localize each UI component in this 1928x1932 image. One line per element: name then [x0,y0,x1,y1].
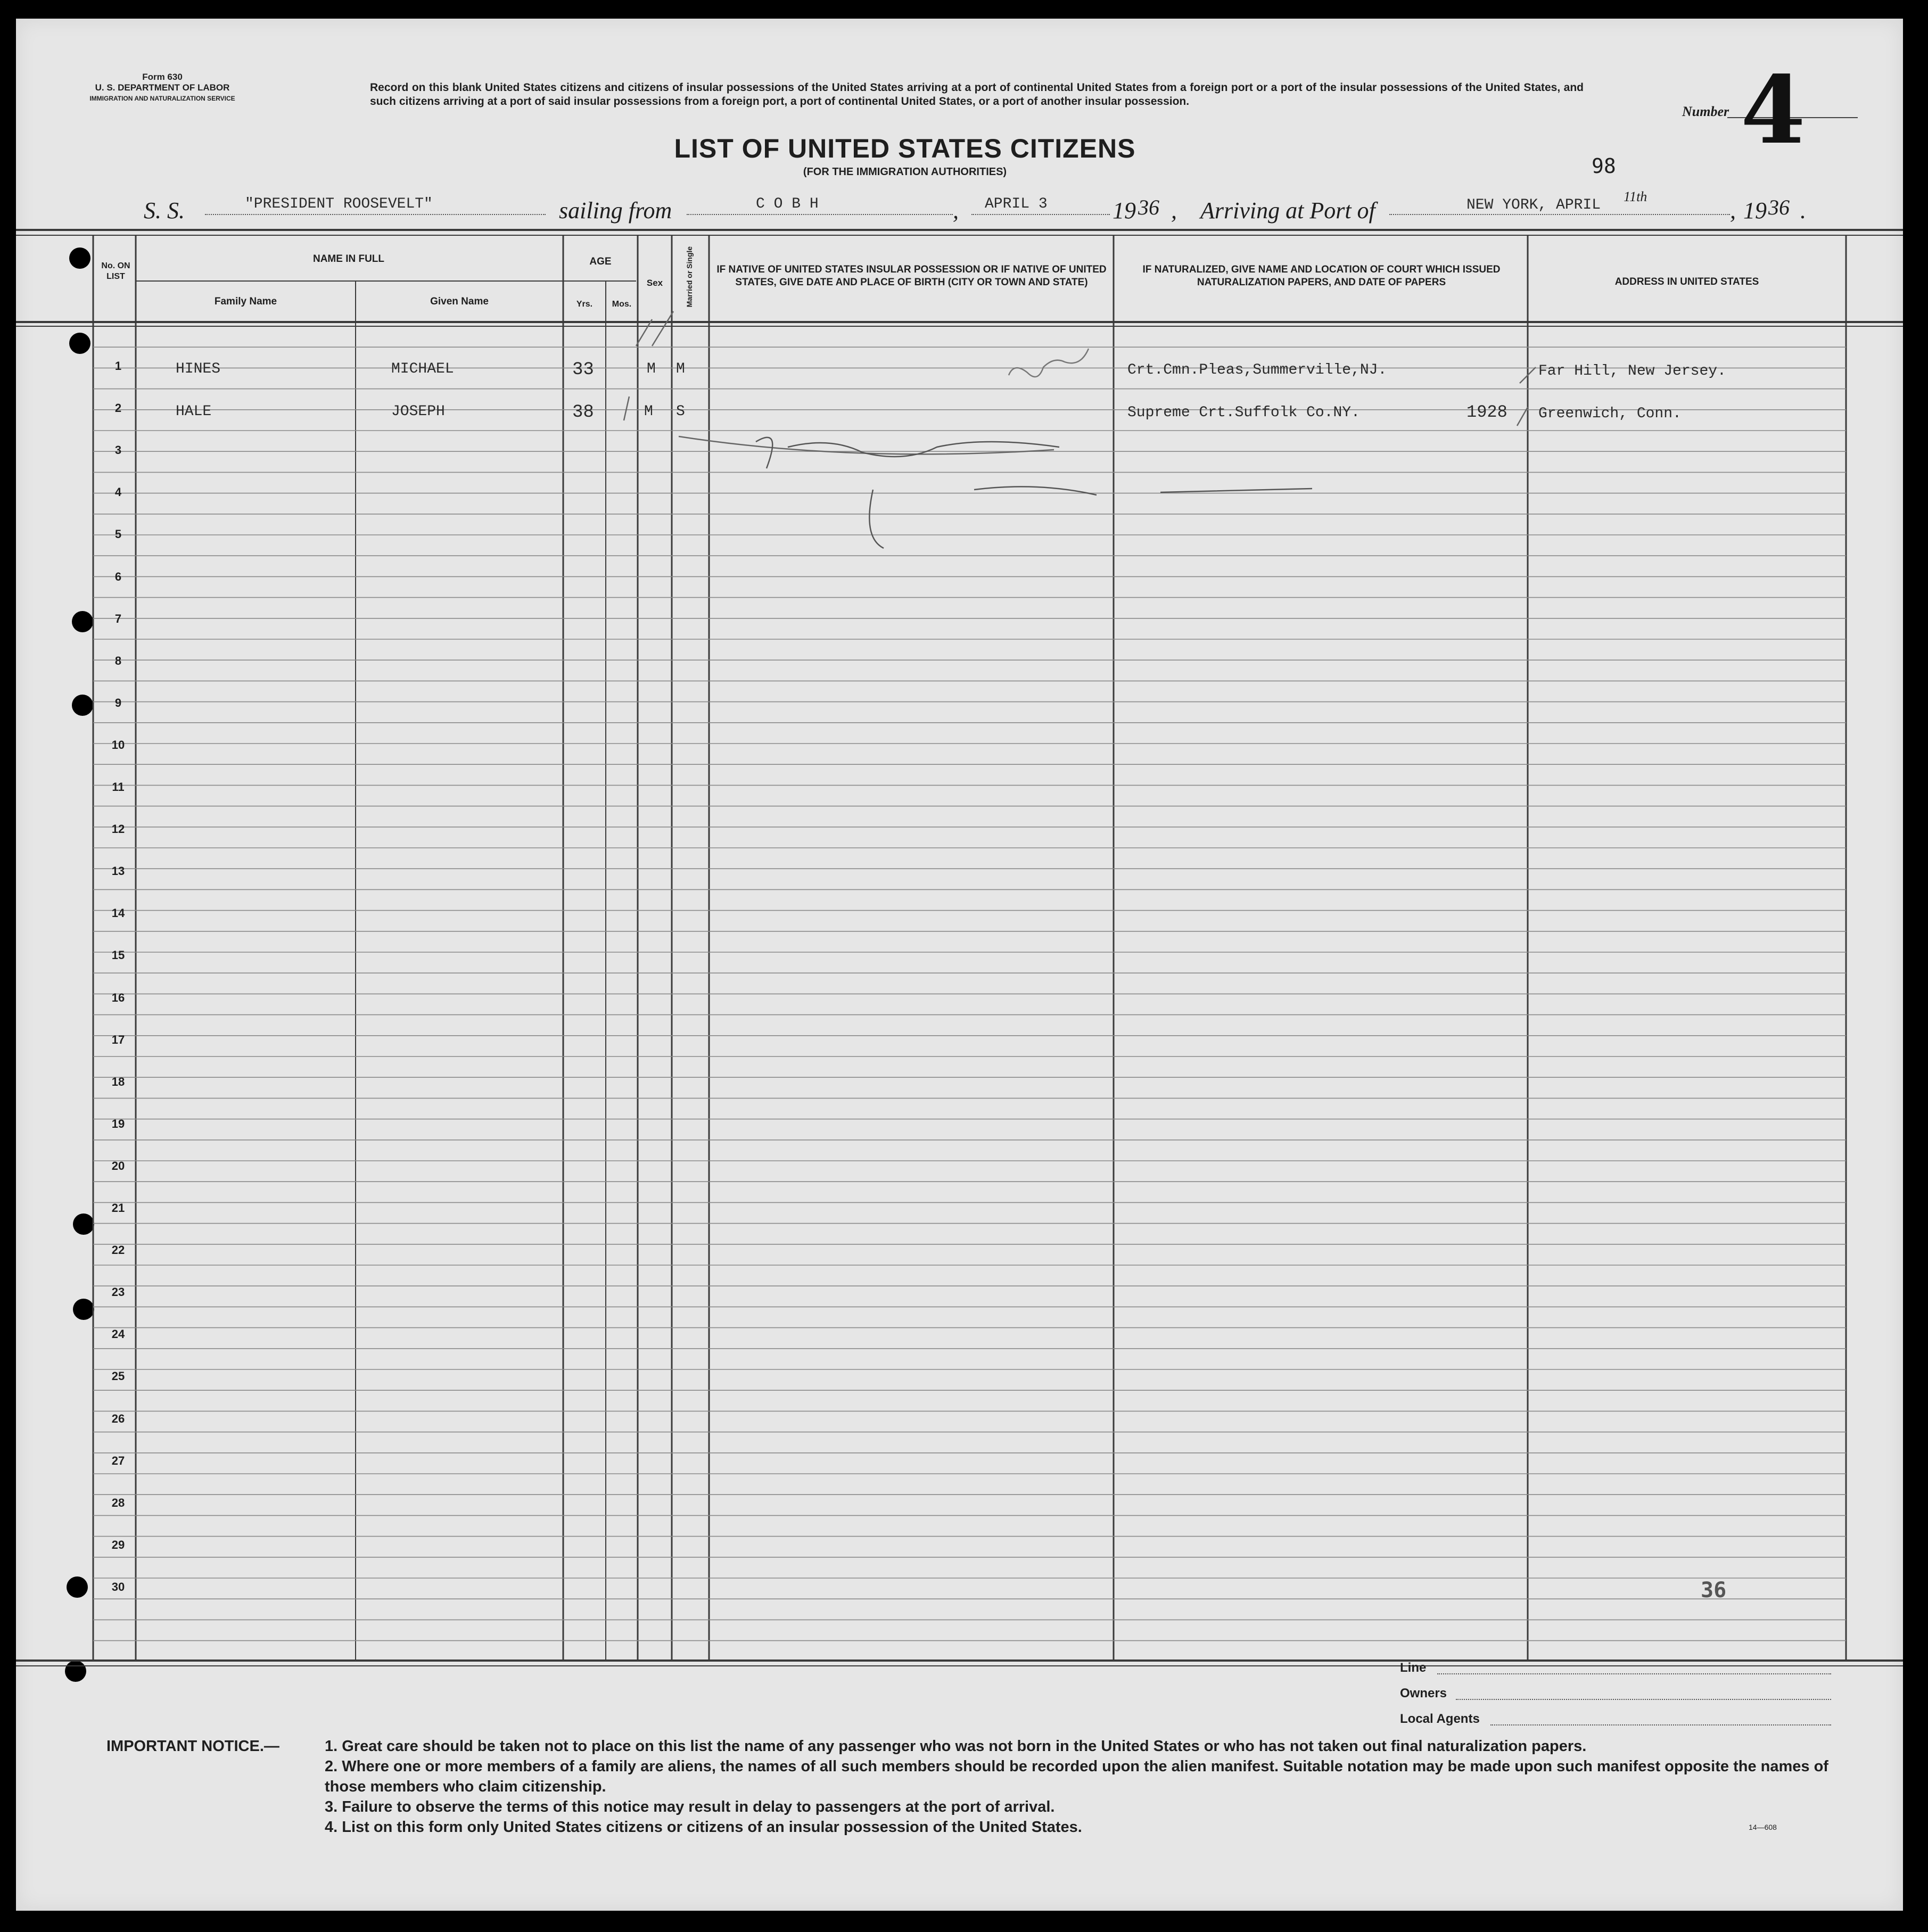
date-from: APRIL 3 [985,196,1048,212]
row-number: 26 [111,1411,125,1425]
row2-age-yrs: 38 [572,402,594,423]
department-name: U. S. DEPARTMENT OF LABOR [95,82,230,93]
row2-sex: M [644,403,653,420]
header-age: AGE [589,256,612,267]
row-number: 17 [111,1033,125,1046]
comma-mark: , [1171,197,1177,224]
document-subtitle: (FOR THE IMMIGRATION AUTHORITIES) [803,166,1007,178]
row-number: 16 [111,990,125,1004]
row-number: 25 [111,1369,125,1383]
row2-given-name: JOSEPH [391,403,445,420]
local-agents-label: Local Agents [1400,1712,1480,1726]
row-number: 14 [111,906,125,920]
row-number: 21 [111,1201,125,1215]
notice-item-2: 2. Where one or more members of a family are aliens, the names of all such members should be recorded upon the alien manifest. Suitable notation may be made upon such manifest opposite the names of those members who claim citizenship. [325,1758,1828,1795]
sailing-label: sailing from [559,197,672,224]
service-name: IMMIGRATION AND NATURALIZATION SERVICE [89,95,235,102]
row1-family-name: HINES [176,361,221,377]
notice-heading: IMPORTANT NOTICE.— [106,1738,279,1755]
year-prefix-2: 19 [1743,197,1767,224]
header-family-name: Family Name [214,296,277,307]
row-number: 28 [111,1496,125,1509]
row-number: 1 [114,359,122,373]
stamp-number: 36 [1701,1578,1727,1603]
comma-mark: , [1730,197,1736,224]
port-to: NEW YORK, APRIL [1466,197,1601,213]
record-instructions: Record on this blank United States citizens and citizens of insular possessions of the United States arriving at a port of continental United States from a foreign port or a port of the insular possessions of the United States, and such citizens arriving at a port of said insular possessions from a foreign port, a port of continental United States, or a port of another insular possession. [370,81,1584,108]
row1-given-name: MICHAEL [391,361,454,377]
header-native: IF NATIVE OF UNITED STATES INSULAR POSSESSION OR IF NATIVE OF UNITED STATES, GIVE DATE AND PLACE OF BIRTH (CITY OR TOWN AND STATE) [716,264,1107,288]
header-name-in-full: NAME IN FULL [312,253,385,265]
ship-name: "PRESIDENT ROOSEVELT" [245,196,433,212]
header-address: ADDRESS IN UNITED STATES [1614,276,1759,287]
row2-court-year: 1928 [1466,402,1507,422]
document-title: LIST OF UNITED STATES CITIZENS [674,134,1136,163]
row-number: 20 [111,1159,125,1173]
row1-sex: M [647,361,656,377]
arriving-label: Arriving at Port of [1200,197,1375,224]
row-number: 15 [111,948,125,962]
day-to: 11th [1624,189,1647,204]
year-prefix: 19 [1113,197,1136,224]
local-agents-field [1490,1724,1831,1725]
row-number: 8 [114,654,122,667]
row-number: 6 [114,569,122,583]
row-number: 10 [111,738,125,752]
owners-field [1456,1699,1831,1700]
row-number: 7 [114,612,122,625]
row1-court: Crt.Cmn.Pleas,Summerville,NJ. [1127,362,1387,378]
header-sex: Sex [646,278,663,288]
notice-item-4: 4. List on this form only United States citizens or citizens of an insular possession of the United States. [325,1819,1082,1836]
line-label: Line [1400,1661,1427,1675]
row1-age-yrs: 33 [572,360,594,380]
number-label: Number [1682,104,1729,119]
row-number: 4 [114,485,122,499]
row-number: 22 [111,1243,125,1257]
comma-mark: , [953,197,959,224]
row-number: 12 [111,822,125,836]
row-number: 24 [111,1327,125,1341]
notice-item-1: 1. Great care should be taken not to place on this list the name of any passenger who was not born in the United States or who has not taken out final naturalization papers. [325,1738,1587,1755]
row-number: 29 [111,1538,125,1551]
header-yrs: Yrs. [576,300,593,309]
header-married-single: Married or Single [685,246,694,308]
row-number: 5 [114,527,122,541]
row-number: 3 [114,443,122,457]
row-number: 13 [111,864,125,878]
year-from: 36 [1138,195,1159,219]
header-mos: Mos. [612,300,632,309]
row-number: 19 [111,1117,125,1130]
year-to: 36 [1768,195,1790,219]
notice-item-3: 3. Failure to observe the terms of this notice may result in delay to passengers at the port of arrival. [325,1798,1055,1815]
line-field [1437,1673,1831,1674]
port-from: C O B H [756,196,819,212]
row-number: 30 [111,1580,125,1594]
form-number: Form 630 [142,72,183,82]
row-number: 23 [111,1285,125,1299]
owners-label: Owners [1400,1686,1447,1700]
row2-family-name: HALE [176,403,212,420]
row1-marital: M [676,361,685,377]
row-number: 2 [114,401,122,415]
row1-address: Far Hill, New Jersey. [1538,363,1726,379]
year-suffix: . [1800,197,1806,224]
row-number: 18 [111,1075,125,1088]
header-naturalized: IF NATURALIZED, GIVE NAME AND LOCATION OF COURT WHICH ISSUED NATURALIZATION PAPERS, AND DATE OF PAPERS [1142,264,1501,288]
page-number: 98 [1592,154,1616,178]
row2-marital: S [676,403,685,420]
print-code: 14—608 [1749,1823,1777,1831]
row-number: 11 [112,780,125,794]
list-number: 4 [1741,56,1806,165]
row2-court: Supreme Crt.Suffolk Co.NY. [1127,404,1360,421]
ss-label: S. S. [144,197,185,224]
header-given-name: Given Name [430,296,489,307]
row-number: 9 [114,696,122,709]
row2-address: Greenwich, Conn. [1538,406,1682,422]
row-number: 27 [111,1454,125,1467]
header-no-on-list: No. ON LIST [101,261,130,281]
